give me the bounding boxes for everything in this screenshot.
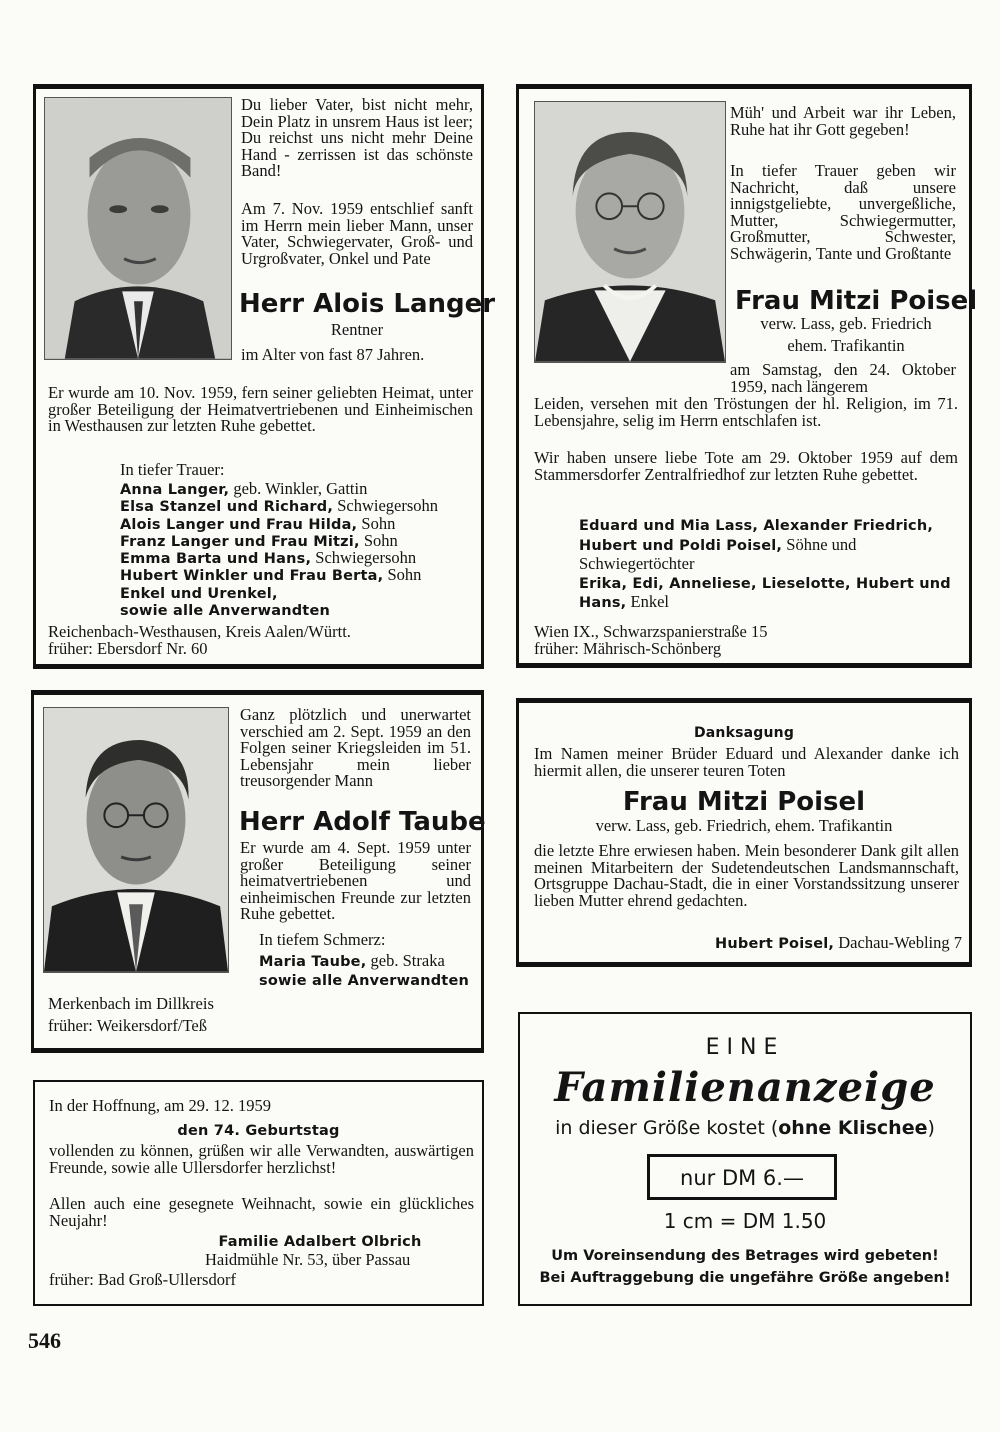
man-portrait-icon [44, 708, 228, 972]
mourner-row: Elsa Stanzel und Richard, Schwiegersohn [120, 496, 439, 516]
mourners-list [259, 952, 479, 990]
mourner-row: Anna Langer, geb. Winkler, Gattin [120, 479, 368, 498]
mourner-row: Eduard und Mia Lass, Alexander Friedrich, [579, 518, 934, 534]
former-address-line: früher: Weikersdorf/Teß [48, 1016, 207, 1035]
former-address-line: früher: Bad Groß-Ullersdorf [49, 1270, 236, 1289]
page-number: 546 [28, 1328, 61, 1353]
deceased-details: verw. Lass, geb. Friedrich, ehem. Trafikantin [595, 816, 893, 835]
man-portrait-icon [45, 98, 231, 359]
advertisement-price-info [518, 1012, 972, 1306]
portrait-adolf-taube [43, 707, 229, 973]
former-address-line: früher: Ebersdorf Nr. 60 [48, 639, 208, 658]
holiday-wishes: Allen auch eine gesegnete Weihnacht, sowie ein glückliches Neujahr! [49, 1194, 474, 1230]
ad-kicker: EINE [705, 1035, 785, 1060]
price-box [647, 1154, 837, 1200]
thanks-intro: Im Namen meiner Brüder Eduard und Alexander danke ich hiermit allen, die unserer teuren Toten [534, 744, 959, 780]
family-signature: Familie Adalbert Olbrich [218, 1234, 422, 1250]
former-address-line: früher: Mährisch-Schönberg [534, 639, 722, 658]
mourners-heading: In tiefer Trauer: [120, 460, 225, 479]
greeting-text: vollenden zu können, grüßen wir alle Verwandten, auswärtigen Freunde, sowie alle Ullersdorfer herzlichst! [49, 1141, 474, 1177]
mourner-row: Maria Taube, geb. Straka [259, 951, 445, 970]
mourner-row: sowie alle Anverwandten [120, 603, 331, 620]
burial-text: Er wurde am 4. Sept. 1959 unter großer Beteiligung seiner heimatvertriebenen und einheimischen Freunde zur letzten Ruhe gebettet. [240, 838, 471, 924]
burial-text: Wir haben unsere liebe Tote am 29. Oktober 1959 auf dem Stammersdorfer Zentralfriedhof zur letzten Ruhe gebettet. [534, 448, 958, 484]
death-notice-text: In tiefer Trauer geben wir Nachricht, daß unsere innigstgeliebte, unvergeßliche, Mutter, Schwiegermutter, Großmutter, Schwester, Schwägerin, Tante und Großtante [730, 161, 956, 263]
address-line: Wien IX., Schwarzspanierstraße 15 [534, 622, 768, 641]
death-circumstances: Leiden, versehen mit den Tröstungen der hl. Religion, im 71. Lebensjahre, selig im Herrn entschlafen ist. [534, 394, 958, 430]
rate-text: 1 cm = DM 1.50 [663, 1209, 827, 1233]
poem-text: Müh' und Arbeit war ihr Leben, Ruhe hat ihr Gott gegeben! [730, 103, 956, 139]
notice-heading: Danksagung [693, 725, 795, 741]
mourners-heading: In tiefem Schmerz: [259, 930, 386, 949]
portrait-mitzi-poisel [534, 101, 726, 363]
obituary-adolf-taube [31, 690, 484, 1053]
mourner-row: Emma Barta und Hans, Schwiegersohn [120, 548, 417, 568]
mourner-row: Alois Langer und Frau Hilda, Sohn [120, 513, 396, 533]
ad-subtitle: in dieser Größe kostet (ohne Klischee) [555, 1117, 935, 1139]
address-line: Haidmühle Nr. 53, über Passau [205, 1250, 411, 1269]
thank-you-notice [516, 698, 972, 967]
deceased-name: Frau Mitzi Poisel [622, 787, 866, 817]
mourner-row: Hubert Winkler und Frau Berta, Sohn [120, 565, 422, 585]
mourner-row: Schwiegertöchter [579, 554, 695, 573]
deceased-name: Herr Adolf Taube [239, 807, 486, 837]
mourner-row: Hubert und Poldi Poisel, Söhne und [579, 534, 857, 554]
obituary-alois-langer [33, 84, 496, 669]
mourner-row: Hans, Enkel [579, 592, 670, 611]
mourner-row: Franz Langer und Frau Mitzi, Sohn [120, 530, 398, 550]
occupation: ehem. Trafikantin [787, 336, 905, 355]
death-notice-text: Am 7. Nov. 1959 entschlief sanft im Herrn mein lieber Mann, unser Vater, Schwiegervater, Groß- und Urgroßvater, Onkel und Pate [241, 199, 473, 268]
price-text: nur DM 6.— [680, 1166, 804, 1190]
payment-note: Um Voreinsendung des Betrages wird gebeten! [551, 1248, 939, 1264]
mourner-row: Erika, Edi, Anneliese, Lieselotte, Hubert und [579, 575, 951, 592]
maiden-name: verw. Lass, geb. Friedrich [760, 314, 932, 333]
mourner-row: Enkel und Urenkel, [120, 585, 278, 602]
woman-portrait-icon [535, 102, 725, 362]
death-notice-text: Ganz plötzlich und unerwartet verschied am 2. Sept. 1959 an den Folgen seiner Kriegsleiden im 51. Lebensjahr mein lieber treusorgender Mann [240, 705, 471, 791]
mourners-list [120, 481, 480, 619]
thanks-text: die letzte Ehre erwiesen haben. Mein besonderer Dank gilt allen meinen Mitarbeitern der Sudetendeutschen Landsmannschaft, Ortsgruppe Dachau-Stadt, die in einer Vorstandssitzung unserer lieben Mutter ehrend gedachten. [534, 841, 959, 910]
age-text: im Alter von fast 87 Jahren. [241, 345, 425, 364]
deceased-name: Herr Alois Langer [239, 289, 496, 319]
address-line: Merkenbach im Dillkreis [48, 994, 214, 1013]
address-line: Reichenbach-Westhausen, Kreis Aalen/Württ. [48, 622, 351, 641]
burial-text: Er wurde am 10. Nov. 1959, fern seiner geliebten Heimat, unter großer Beteiligung der Heimatvertriebenen und Einheimischen in Westhausen zur letzten Ruhe gebettet. [48, 383, 473, 436]
signature: Hubert Poisel, Dachau-Webling 7 [715, 933, 962, 952]
death-date-text: am Samstag, den 24. Oktober 1959, nach längerem [730, 360, 956, 396]
portrait-alois-langer [44, 97, 232, 360]
birthday-greeting [33, 1080, 484, 1306]
occupation: Rentner [330, 320, 384, 339]
mourners-list [579, 516, 969, 613]
obituary-mitzi-poisel [516, 84, 978, 668]
deceased-name: Frau Mitzi Poisel [735, 286, 978, 316]
mourner-row: sowie alle Anverwandten [259, 973, 470, 989]
size-note: Bei Auftraggebung die ungefähre Größe angeben! [539, 1270, 951, 1286]
poem-text: Du lieber Vater, bist nicht mehr, Dein Platz in unsrem Haus ist leer; Du reichst uns nicht mehr Deine Hand - zerrissen ist das schönste Band! [241, 95, 473, 181]
date-line: In der Hoffnung, am 29. 12. 1959 [49, 1096, 271, 1115]
ad-title: Familienanzeige [554, 1064, 936, 1111]
birthday-heading: den 74. Geburtstag [177, 1123, 340, 1139]
